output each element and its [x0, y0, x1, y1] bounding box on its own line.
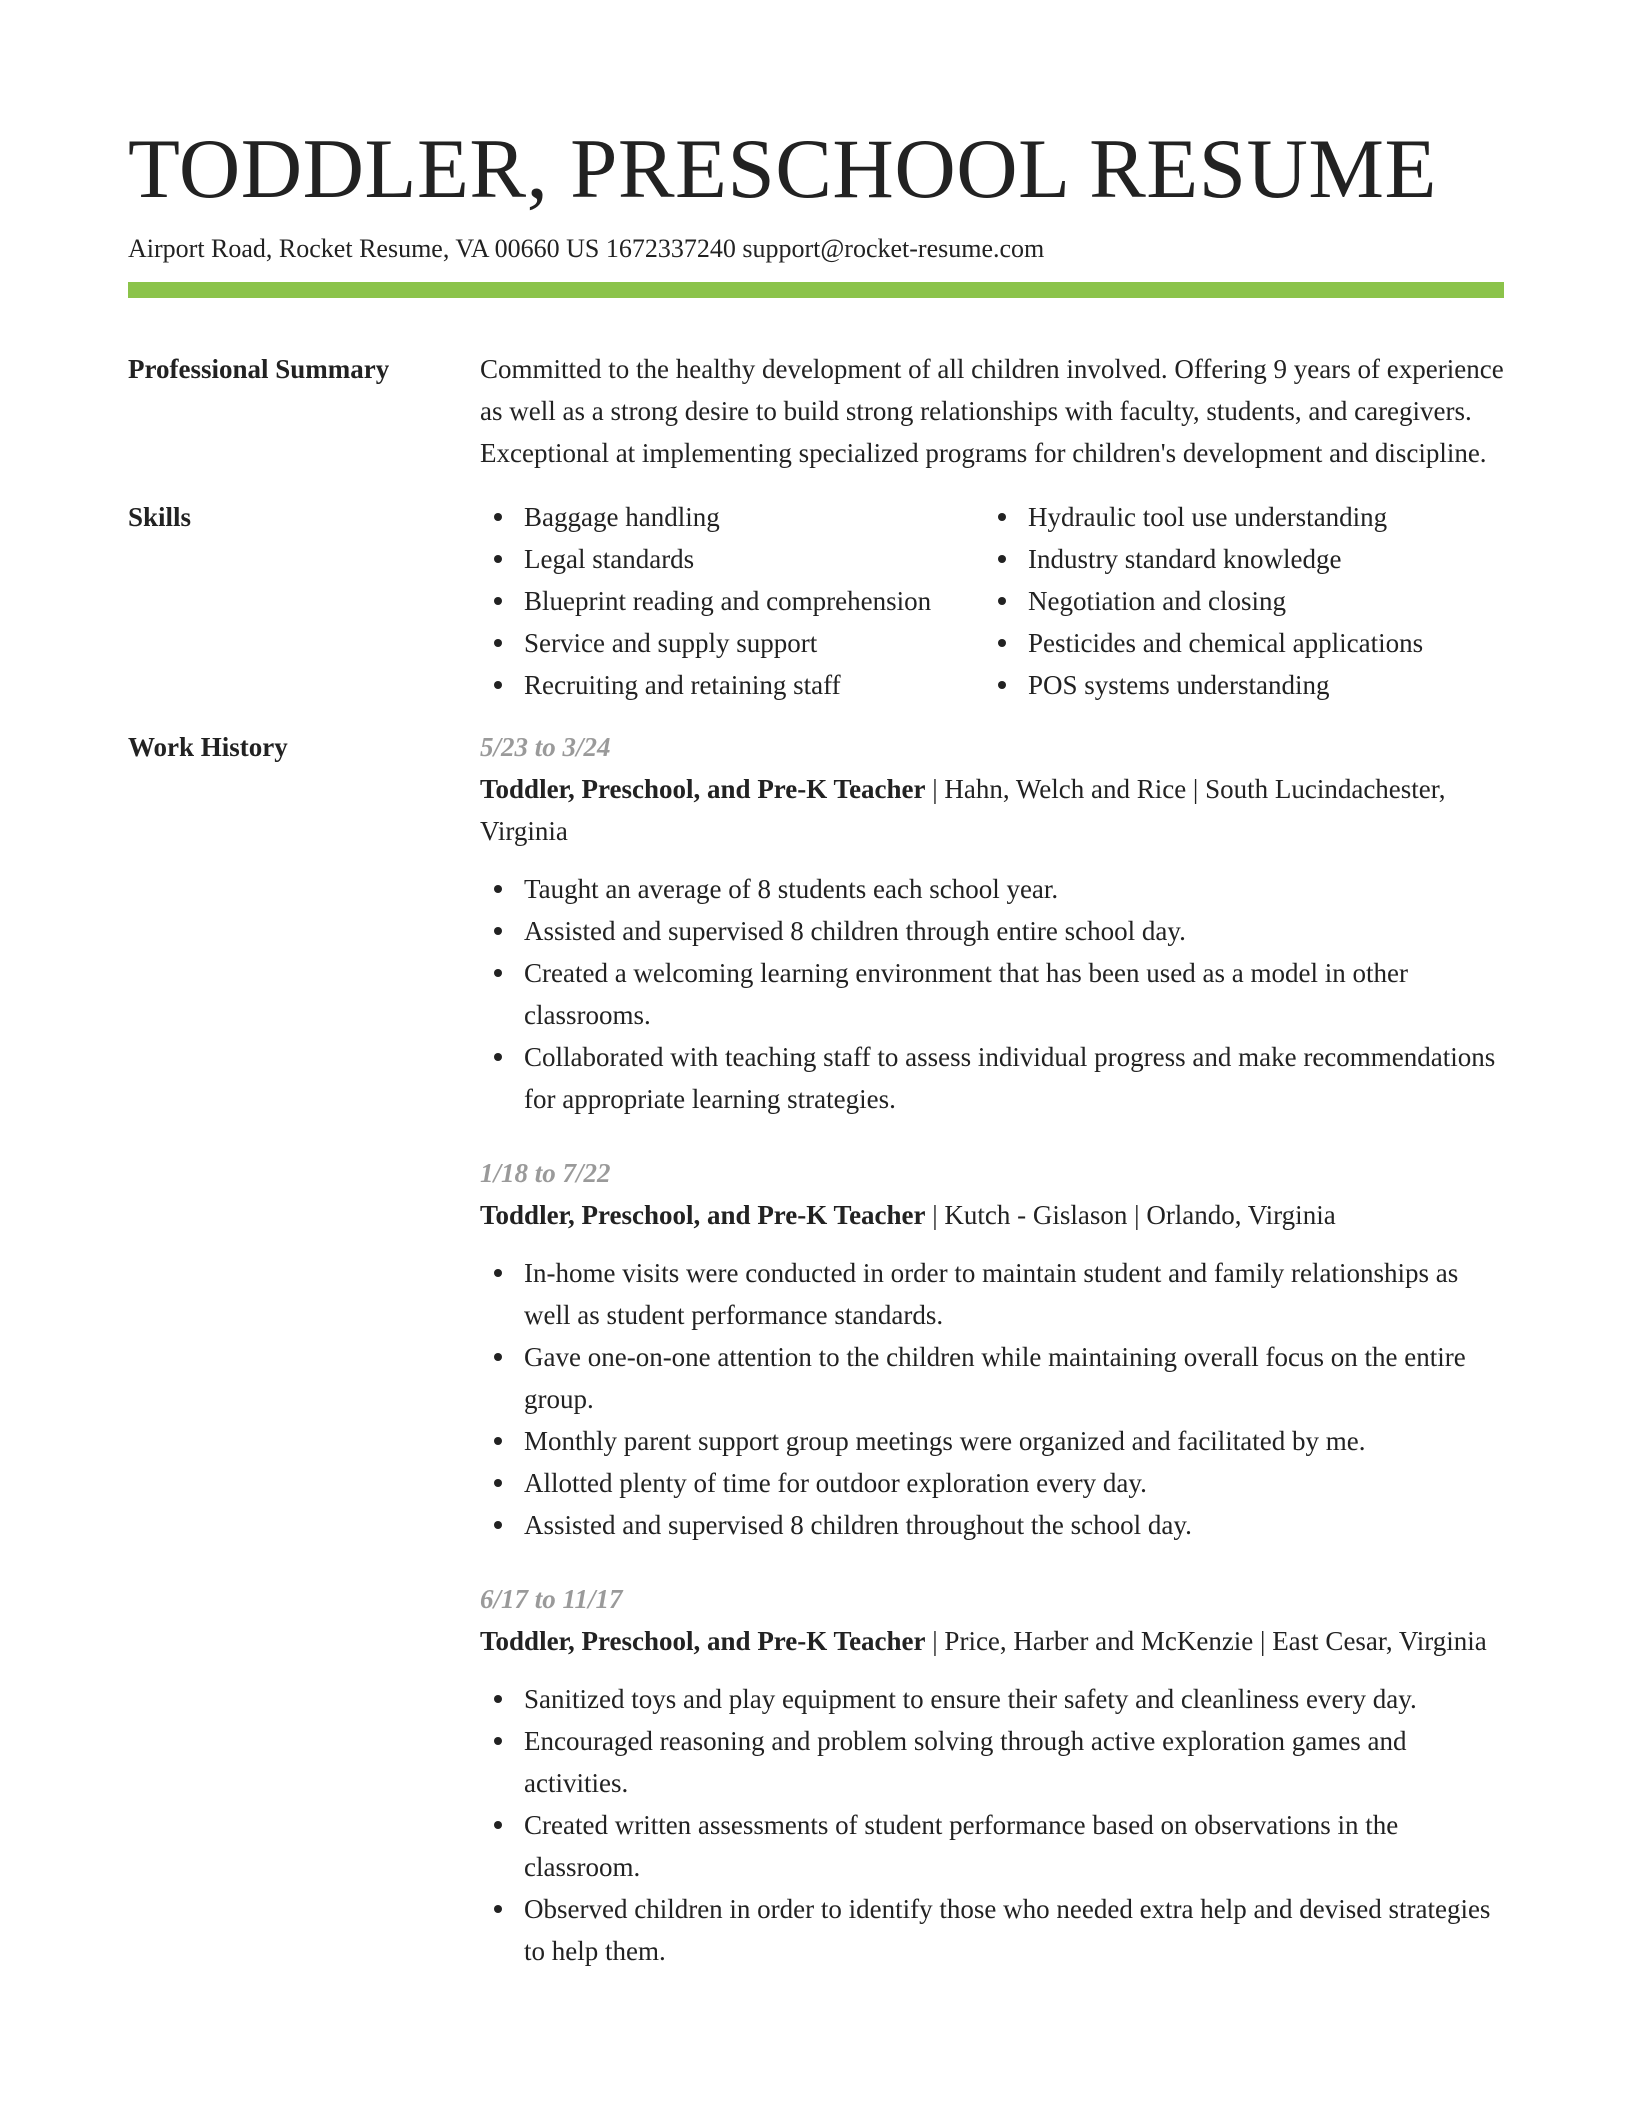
job-dates: 1/18 to 7/22 [480, 1158, 611, 1188]
skill-item: Blueprint reading and comprehension [480, 580, 984, 622]
work-history-heading: Work History [128, 732, 288, 762]
job-bullet: Taught an average of 8 students each school year. [480, 868, 1504, 910]
resume-title: TODDLER, PRESCHOOL RESUME [128, 122, 1437, 216]
job-bullet: Assisted and supervised 8 children throughout the school day. [480, 1504, 1504, 1546]
skill-item: Legal standards [480, 538, 984, 580]
skills-column-left [480, 496, 984, 706]
job-dates: 5/23 to 3/24 [480, 732, 611, 762]
skills-columns [480, 496, 1504, 706]
skills-list-right [984, 496, 1488, 706]
skills-list-left [480, 496, 984, 706]
skills-column-right [984, 496, 1488, 706]
resume-page [128, 0, 1504, 2004]
skill-item: Hydraulic tool use understanding [984, 496, 1488, 538]
job-entry [480, 1578, 1504, 1972]
job-bullet: Gave one-on-one attention to the children while maintaining overall focus on the entire group. [480, 1336, 1504, 1420]
contact-line: Airport Road, Rocket Resume, VA 00660 US 1672337240 support@rocket-resume.com [128, 234, 1045, 263]
skill-item: Baggage handling [480, 496, 984, 538]
job-bullet: Created written assessments of student performance based on observations in the classroom. [480, 1804, 1504, 1888]
job-heading [480, 768, 1504, 852]
skill-item: Negotiation and closing [984, 580, 1488, 622]
job-bullets [480, 868, 1504, 1120]
skill-item: Industry standard knowledge [984, 538, 1488, 580]
summary-section [128, 348, 1504, 474]
job-employer-location: | Price, Harber and McKenzie | East Cesar, Virginia [925, 1626, 1487, 1656]
summary-text: Committed to the healthy development of all children involved. Offering 9 years of experience as well as a strong desire to build strong relationships with faculty, students, and caregivers. Exceptional at implementing specialized programs for children's development and discipline. [480, 354, 1504, 468]
job-bullet: Monthly parent support group meetings were organized and facilitated by me. [480, 1420, 1504, 1462]
job-title: Toddler, Preschool, and Pre-K Teacher [480, 1200, 926, 1230]
job-bullet: Sanitized toys and play equipment to ensure their safety and cleanliness every day. [480, 1678, 1504, 1720]
job-bullet: Allotted plenty of time for outdoor exploration every day. [480, 1462, 1504, 1504]
accent-divider [128, 282, 1504, 298]
summary-heading: Professional Summary [128, 354, 390, 384]
job-bullet: Assisted and supervised 8 children through entire school day. [480, 910, 1504, 952]
skill-item: POS systems understanding [984, 664, 1488, 706]
job-bullets [480, 1678, 1504, 1972]
job-entry [480, 1152, 1504, 1546]
skill-item: Recruiting and retaining staff [480, 664, 984, 706]
skill-item: Pesticides and chemical applications [984, 622, 1488, 664]
work-history-body [480, 726, 1504, 2004]
skills-section [128, 496, 1504, 706]
work-history-section [128, 726, 1504, 2004]
job-heading [480, 1194, 1504, 1236]
job-bullets [480, 1252, 1504, 1546]
job-title: Toddler, Preschool, and Pre-K Teacher [480, 774, 926, 804]
job-bullet: Observed children in order to identify those who needed extra help and devised strategies to help them. [480, 1888, 1504, 1972]
job-heading [480, 1620, 1504, 1662]
skills-heading: Skills [128, 502, 192, 532]
job-bullet: Collaborated with teaching staff to assess individual progress and make recommendations for appropriate learning strategies. [480, 1036, 1504, 1120]
job-bullet: In-home visits were conducted in order to maintain student and family relationships as well as student performance standards. [480, 1252, 1504, 1336]
job-bullet: Encouraged reasoning and problem solving through active exploration games and activities. [480, 1720, 1504, 1804]
job-employer-location: | Hahn, Welch and Rice | South Lucindachester, Virginia [480, 774, 1446, 846]
skill-item: Service and supply support [480, 622, 984, 664]
job-title: Toddler, Preschool, and Pre-K Teacher [480, 1626, 926, 1656]
job-bullet: Created a welcoming learning environment that has been used as a model in other classrooms. [480, 952, 1504, 1036]
job-dates: 6/17 to 11/17 [480, 1584, 623, 1614]
job-employer-location: | Kutch - Gislason | Orlando, Virginia [925, 1200, 1336, 1230]
job-entry [480, 726, 1504, 1120]
